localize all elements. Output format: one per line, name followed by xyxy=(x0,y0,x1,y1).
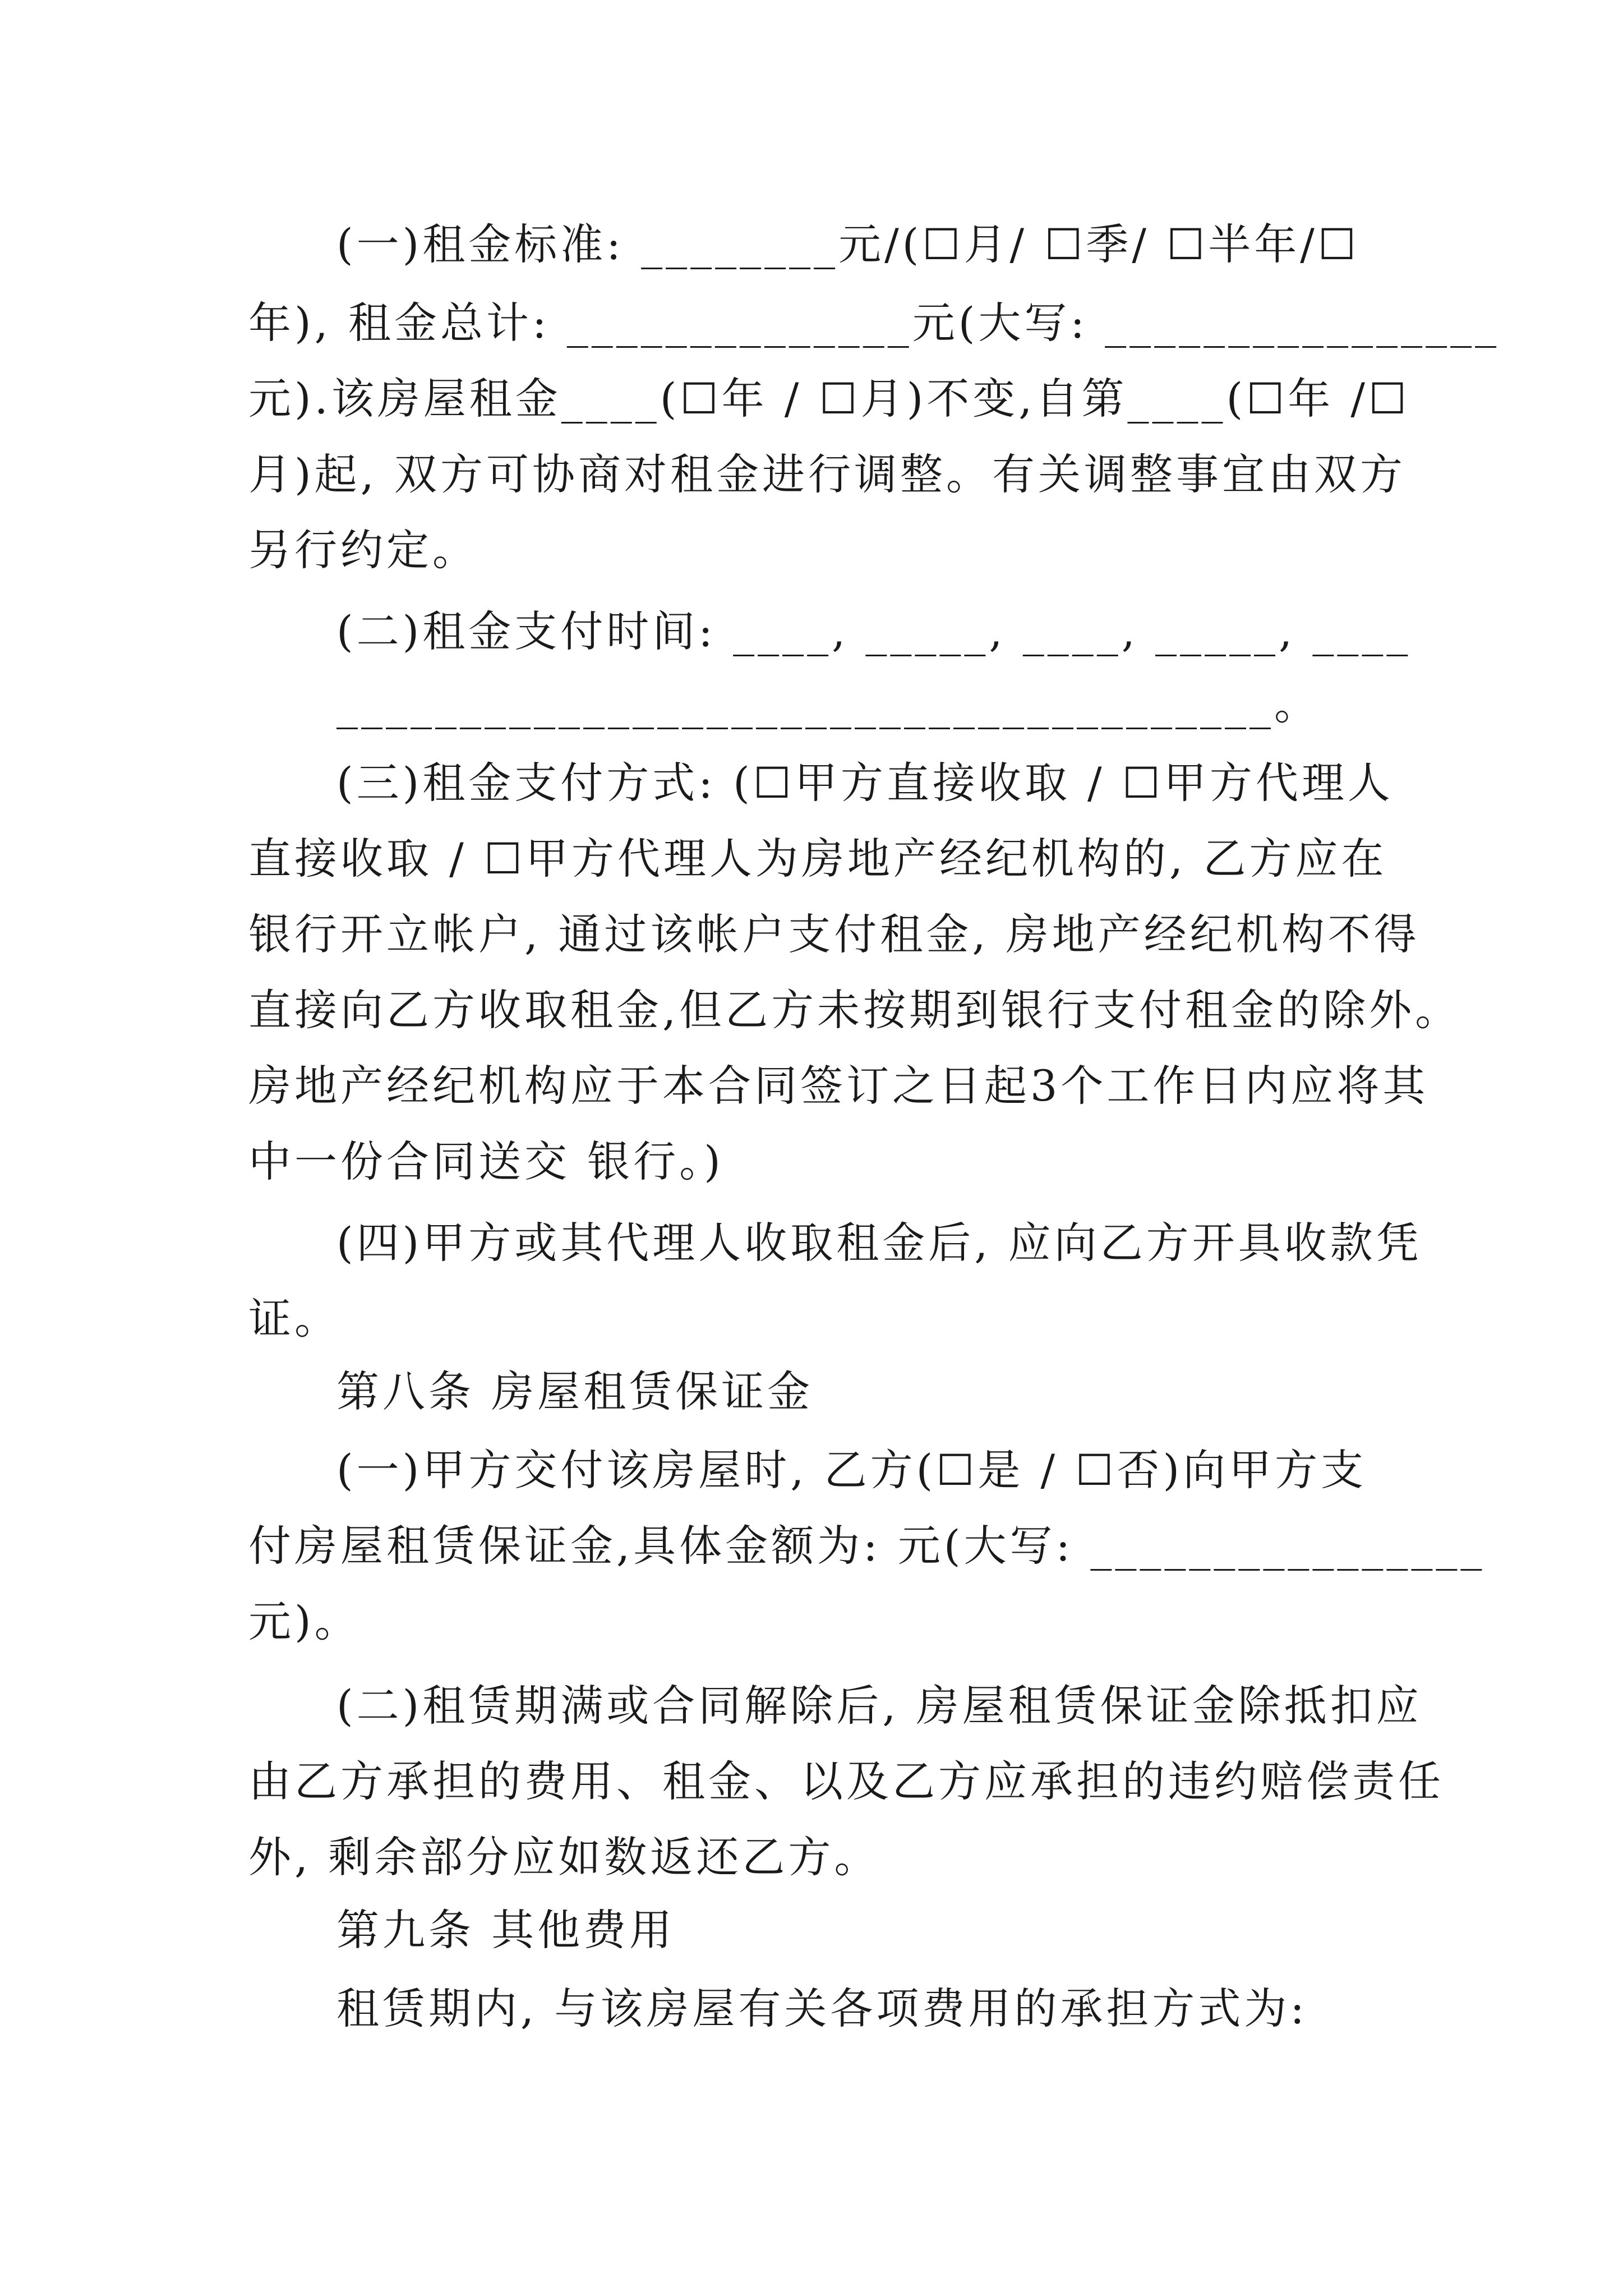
text-line: ______________________________________。 xyxy=(336,679,1320,729)
text-line: 另行约定。 xyxy=(248,525,478,575)
text-line: (二)租赁期满或合同解除后, 房屋租赁保证金除抵扣应 xyxy=(336,1681,1422,1731)
text-line: 租赁期内, 与该房屋有关各项费用的承担方式为: xyxy=(336,1984,1308,2033)
text-line: 由乙方承担的费用、租金、以及乙方应承担的违约赔偿责任 xyxy=(248,1756,1444,1806)
text-line: (二)租金支付时间: ____, _____, ____, _____, ____ xyxy=(336,606,1412,656)
text-line: 证。 xyxy=(248,1294,340,1343)
text-line: 银行开立帐户, 通过该帐户支付租金, 房地产经纪机构不得 xyxy=(248,909,1420,959)
text-line: 直接收取 / ☐甲方代理人为房地产经纪机构的, 乙方应在 xyxy=(248,834,1387,884)
text-line: 外, 剩余部分应如数返还乙方。 xyxy=(248,1832,880,1882)
text-line: 付房屋租赁保证金,具体金额为: 元(大写: ________________ xyxy=(248,1521,1486,1571)
section-heading: 第九条 其他费用 xyxy=(336,1905,676,1955)
text-line: 元).该房屋租金____(☐年 / ☐月)不变,自第____(☐年 /☐ xyxy=(248,374,1410,424)
text-line: (一)甲方交付该房屋时, 乙方(☐是 / ☐否)向甲方支 xyxy=(336,1445,1367,1495)
text-line: (一)租金标准: ________元/(☐月/ ☐季/ ☐半年/☐ xyxy=(336,219,1359,269)
text-line: (三)租金支付方式: (☐甲方直接收取 / ☐甲方代理人 xyxy=(336,758,1394,808)
text-line: 中一份合同送交 银行。) xyxy=(248,1137,724,1186)
text-line: (四)甲方或其代理人收取租金后, 应向乙方开具收款凭 xyxy=(336,1218,1422,1268)
text-line: 年), 租金总计: ______________元(大写: ________________ xyxy=(248,298,1500,348)
section-heading: 第八条 房屋租赁保证金 xyxy=(336,1366,814,1416)
text-line: 房地产经纪机构应于本合同签订之日起3个工作日内应将其 xyxy=(248,1061,1429,1111)
text-line: 直接向乙方收取租金,但乙方未按期到银行支付租金的除外。 xyxy=(248,985,1461,1035)
text-line: 月)起, 双方可协商对租金进行调整。有关调整事宜由双方 xyxy=(248,449,1406,499)
text-line: 元)。 xyxy=(248,1596,361,1646)
